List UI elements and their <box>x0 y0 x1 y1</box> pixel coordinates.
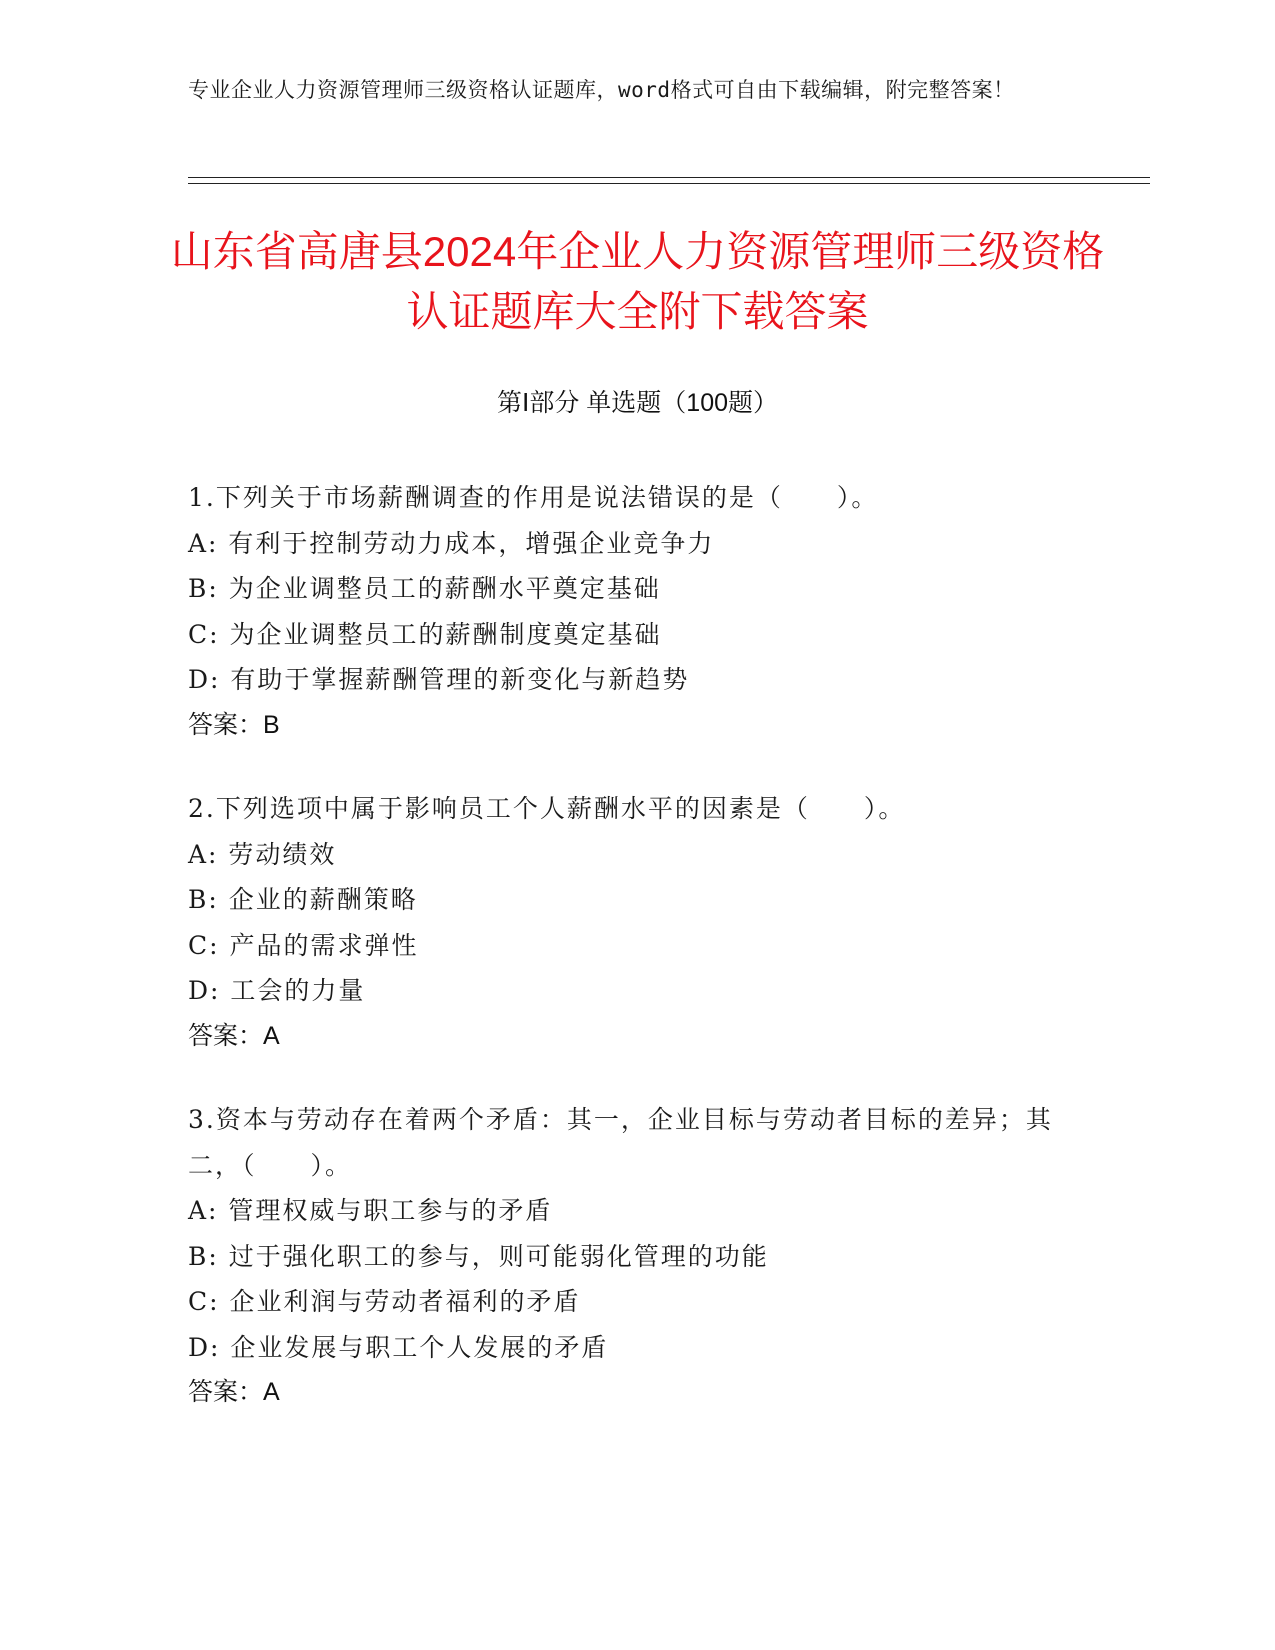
option-a: A: 劳动绩效 <box>188 839 337 869</box>
header-rule-top <box>188 177 1150 178</box>
question-3 <box>188 1097 1088 1416</box>
answer: 答案：B <box>188 710 280 739</box>
option-d: D: 工会的力量 <box>188 976 366 1005</box>
question-stem: 2.下列选项中属于影响员工个人薪酬水平的因素是（ ）。 <box>188 794 906 823</box>
header-rule-bottom <box>188 183 1150 184</box>
option-c: C: 为企业调整员工的薪酬制度奠定基础 <box>188 619 662 649</box>
option-a: A: 管理权威与职工参与的矛盾 <box>188 1196 553 1225</box>
question-1 <box>188 475 1088 748</box>
question-stem: 1.下列关于市场薪酬调查的作用是说法错误的是（ ）。 <box>188 483 879 512</box>
option-b: B: 企业的薪酬策略 <box>188 885 418 914</box>
section-title: 第Ⅰ部分 单选题（100题） <box>496 389 779 417</box>
header-note: 专业企业人力资源管理师三级资格认证题库，word格式可自由下载编辑，附完整答案！ <box>188 78 1015 102</box>
question-list <box>188 475 1088 1454</box>
option-b: B: 过于强化职工的参与，则可能弱化管理的功能 <box>188 1241 769 1271</box>
option-c: C: 产品的需求弹性 <box>188 930 419 960</box>
question-stem: 3.资本与劳动存在着两个矛盾：其一，企业目标与劳动者目标的差异；其二，（ ）。 <box>188 1105 1053 1180</box>
answer: 答案：A <box>188 1021 280 1050</box>
question-2 <box>188 786 1088 1059</box>
option-d: D: 有助于掌握薪酬管理的新变化与新趋势 <box>188 665 690 694</box>
option-a: A: 有利于控制劳动力成本，增强企业竞争力 <box>188 528 715 558</box>
option-c: C: 企业利润与劳动者福利的矛盾 <box>188 1287 581 1316</box>
document-title: 山东省高唐县2024年企业人力资源管理师三级资格认证题库大全附下载答案 <box>170 228 1105 335</box>
option-b: B: 为企业调整员工的薪酬水平奠定基础 <box>188 574 661 603</box>
option-d: D: 企业发展与职工个人发展的矛盾 <box>188 1332 609 1362</box>
answer: 答案：A <box>188 1378 280 1406</box>
